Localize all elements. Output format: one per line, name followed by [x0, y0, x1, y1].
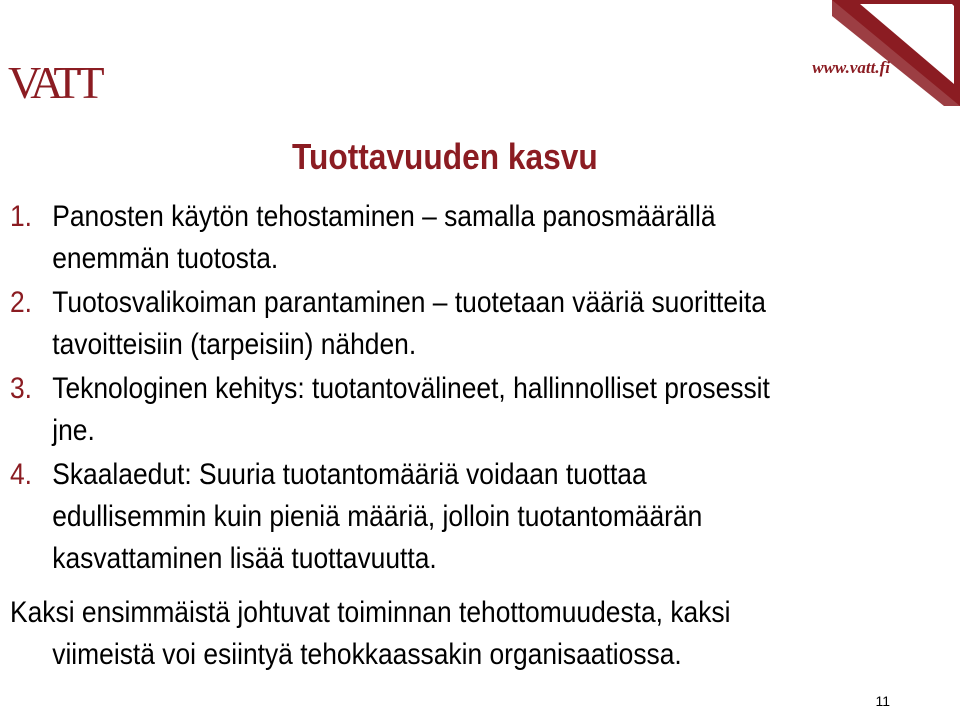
- conclusion-line: Kaksi ensimmäistä johtuvat toiminnan tehottomuudesta, kaksi: [10, 596, 731, 629]
- vatt-logo: VATT: [8, 57, 100, 108]
- list-text: [52, 196, 802, 280]
- list-line: Teknologinen kehitys: tuotantovälineet, hallinnolliset prosessit: [52, 372, 770, 405]
- corner-decoration: [832, 0, 960, 106]
- list-line: Panosten käytön tehostaminen – samalla panosmäärällä: [52, 200, 716, 233]
- numbered-list: [10, 196, 802, 580]
- list-number: 4.: [10, 458, 33, 491]
- list-text: [52, 454, 802, 580]
- list-item: [10, 196, 802, 280]
- list-number: 3.: [10, 372, 33, 405]
- list-line: tavoitteisiin (tarpeisiin) nähden.: [52, 328, 417, 361]
- list-number: 1.: [10, 200, 33, 233]
- list-line: enemmän tuotosta.: [52, 242, 279, 275]
- list-line: Tuotosvalikoiman parantaminen – tuotetaan vääriä suoritteita: [52, 286, 766, 319]
- website-url: www.vatt.fi: [812, 58, 890, 77]
- list-item: [10, 282, 802, 366]
- page-number: 11: [875, 693, 890, 709]
- list-line: kasvattaminen lisää tuottavuutta.: [52, 542, 437, 575]
- list-text: [52, 282, 802, 366]
- list-number: 2.: [10, 286, 33, 319]
- conclusion-line: viimeistä voi esiintyä tehokkaassakin organisaatiossa.: [52, 638, 682, 671]
- list-text: [52, 368, 802, 452]
- list-item: [10, 454, 802, 580]
- slide-title: Tuottavuuden kasvu: [292, 136, 598, 177]
- conclusion-text: [10, 592, 890, 676]
- list-line: jne.: [52, 414, 95, 447]
- list-line: Skaalaedut: Suuria tuotantomääriä voidaan tuottaa: [52, 458, 647, 491]
- list-line: edullisemmin kuin pieniä määriä, jolloin tuotantomäärän: [52, 500, 703, 533]
- list-item: [10, 368, 802, 452]
